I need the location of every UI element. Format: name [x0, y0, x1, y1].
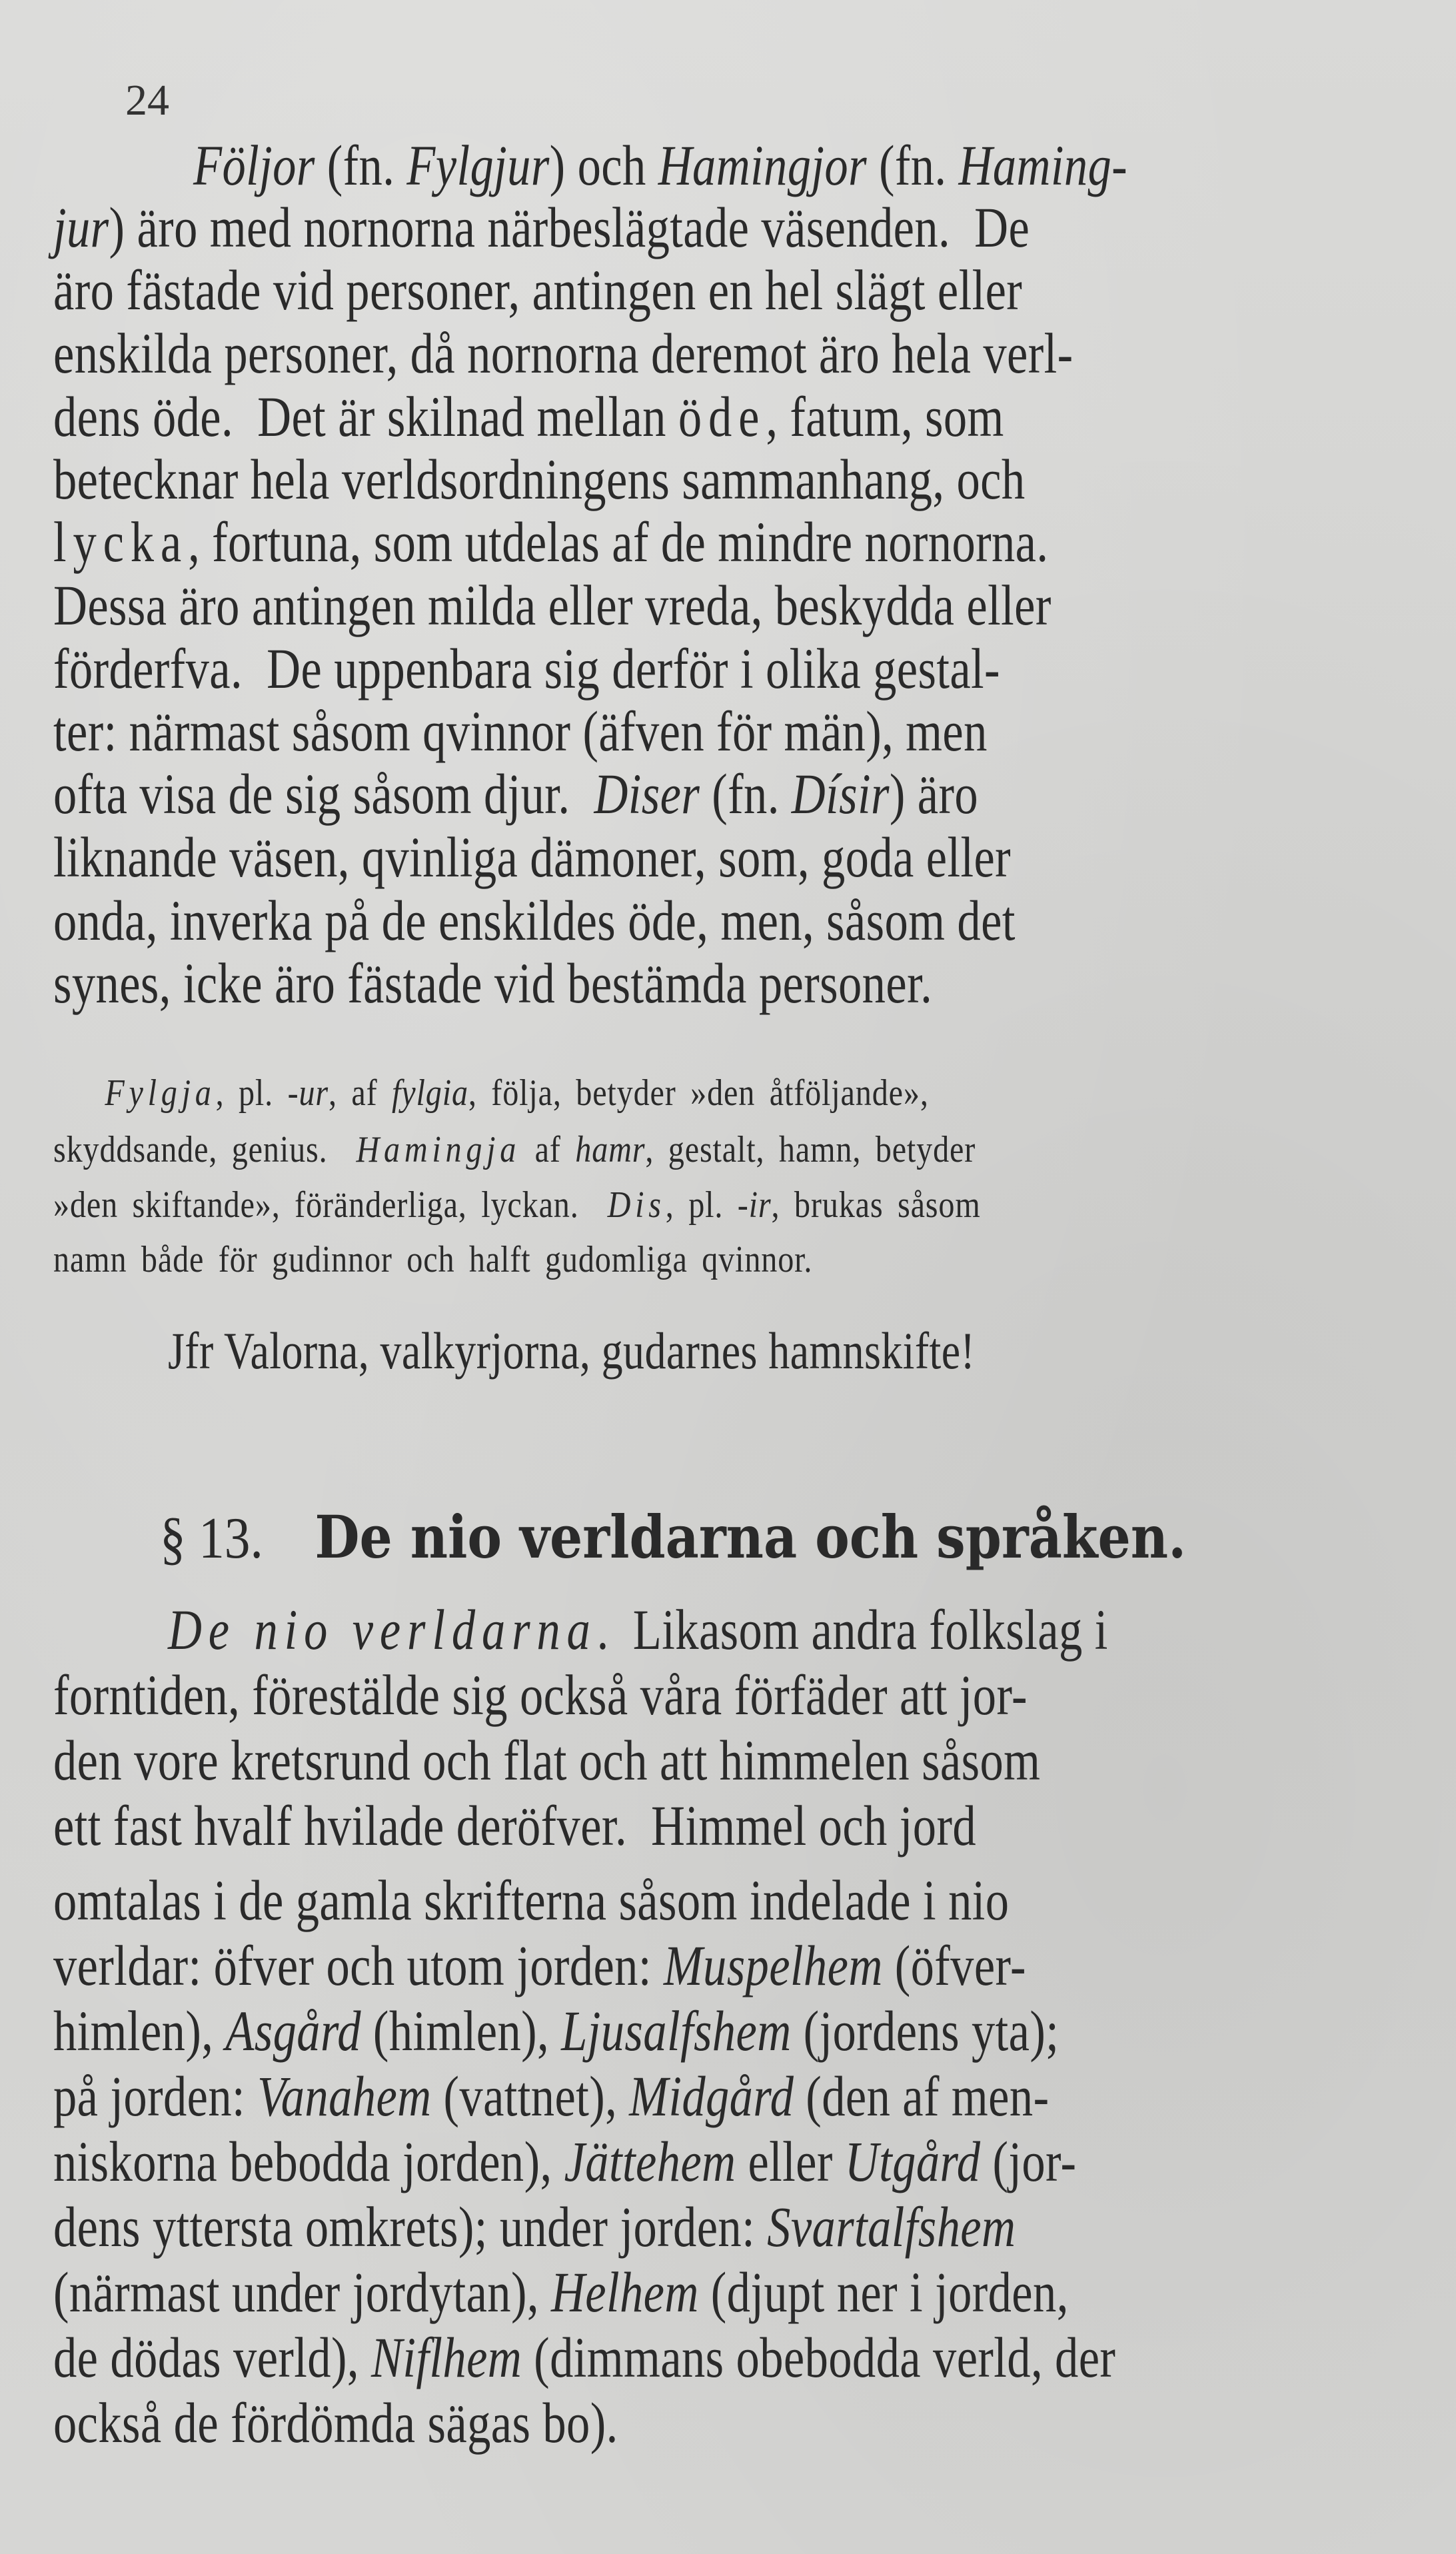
emphasized-term: -ir [737, 1184, 772, 1226]
section-heading [160, 1502, 1187, 1572]
text-line [53, 1868, 1157, 1932]
text-line [53, 1933, 1157, 1997]
emphasized-term: hamr [575, 1129, 646, 1170]
text-line [53, 762, 1157, 826]
emphasized-term: Diser [594, 762, 700, 826]
text-segment: (djupt ner i jorden, [698, 2260, 1069, 2324]
emphasized-term: Hamingjor [658, 133, 867, 197]
emphasized-term: Ljusalfshem [561, 1999, 792, 2063]
emphasized-term: Haming- [958, 133, 1128, 197]
page-number: 24 [125, 76, 169, 125]
emphasized-term: Svartalfshem [767, 2195, 1016, 2259]
text-segment: , följa, betyder »den åtföljande», [468, 1072, 929, 1114]
text-line [53, 637, 1157, 700]
text-line [53, 321, 1157, 385]
text-segment: dens yttersta omkrets); under jorden: [53, 2195, 768, 2259]
text-segment: ter: närmast såsom qvinnor (äfven för män), men [53, 699, 988, 763]
text-segment: forntiden, förestälde sig också våra förfäder att jor- [53, 1663, 1028, 1727]
text-segment: synes, icke äro fästade vid bestämda personer. [53, 951, 933, 1015]
emphasized-term: Niflhem [370, 2325, 522, 2389]
text-line [168, 1598, 1271, 1662]
section-number: § 13. [160, 1506, 263, 1571]
text-segment [53, 1072, 105, 1114]
emphasized-term: Dísir [791, 762, 890, 826]
text-line [53, 825, 1157, 889]
text-segment: (vattnet), [431, 2064, 630, 2128]
emphasized-term: Hamingja [356, 1129, 521, 1170]
text-line [53, 2260, 1157, 2324]
note-line [53, 1241, 1211, 1278]
emphasized-term: jur [53, 195, 109, 259]
text-line [53, 1999, 1157, 2063]
emphasized-term: Helhem [550, 2260, 699, 2324]
text-segment: den vore kretsrund och flat och att himmelen såsom [53, 1728, 1041, 1792]
emphasized-term: Utgård [844, 2129, 981, 2193]
text-line [53, 447, 1157, 511]
text-line [53, 573, 1157, 637]
text-segment: (närmast under jordytan), [53, 2260, 551, 2324]
text-line [53, 1663, 1157, 1727]
text-segment: ofta visa de sig såsom djur. [53, 762, 594, 826]
text-segment: eller [736, 2129, 845, 2193]
text-segment: (dimmans obebodda verld, der [522, 2325, 1116, 2389]
text-line [53, 195, 1157, 259]
text-segment: . Likasom andra folkslag i [596, 1598, 1108, 1662]
text-segment: niskorna bebodda jorden), [53, 2129, 564, 2193]
text-segment: verldar: öfver och utom jorden: [53, 1933, 664, 1997]
note-line [53, 1074, 1211, 1112]
text-segment: äro fästade vid personer, antingen en hel slägt eller [53, 258, 1023, 322]
emphasized-term: Fylgja [105, 1072, 216, 1114]
emphasized-term: Midgård [629, 2064, 794, 2128]
text-line [53, 699, 1157, 763]
text-line [193, 133, 1297, 197]
text-segment: betecknar hela verldsordningens sammanhang, och [53, 447, 1026, 511]
text-line [53, 1728, 1157, 1792]
emphasized-term: Vanahem [257, 2064, 432, 2128]
text-segment: också de fördömda sägas bo). [53, 2391, 618, 2455]
text-segment: på jorden: [53, 2064, 258, 2128]
text-segment: (fn. [866, 133, 959, 197]
text-segment: , brukas såsom [771, 1184, 981, 1226]
text-line [53, 2391, 1157, 2455]
text-line [53, 2195, 1157, 2259]
emphasized-term: Fylgjur [406, 133, 550, 197]
text-line [53, 2064, 1157, 2128]
text-line [53, 1794, 1157, 1858]
text-segment: , fatum, som [766, 385, 1004, 449]
text-segment: ) äro med nornorna närbeslägtade väsenden. De [109, 195, 1030, 259]
text-segment: onda, inverka på de enskildes öde, men, såsom det [53, 888, 1016, 952]
text-segment: , pl. [665, 1184, 738, 1226]
text-segment: (fn. [315, 133, 407, 197]
text-segment: , gestalt, hamn, betyder [645, 1129, 976, 1170]
text-segment: ) och [549, 133, 658, 197]
text-segment: (fn. [700, 762, 792, 826]
note-line [53, 1186, 1211, 1224]
text-segment: , af [329, 1072, 392, 1114]
text-line [53, 385, 1157, 449]
text-segment: liknande väsen, qvinliga dämoner, som, goda eller [53, 825, 1012, 889]
text-segment: förderfva. De uppenbara sig derför i olika gestal- [53, 637, 1000, 700]
text-segment: enskilda personer, då nornorna deremot äro hela verl- [53, 321, 1074, 385]
text-segment: lycka [53, 510, 189, 574]
text-line [53, 951, 1157, 1015]
text-line [53, 258, 1157, 322]
text-segment: öde [678, 385, 766, 449]
emphasized-term: fylgia [392, 1072, 468, 1114]
note-line [53, 1131, 1211, 1168]
text-segment: (jor- [980, 2129, 1077, 2193]
text-line [53, 510, 1157, 574]
text-segment: himlen), [53, 1999, 226, 2063]
emphasized-term: Muspelhem [663, 1933, 883, 1997]
text-segment: de dödas verld), [53, 2325, 371, 2389]
text-segment: , fortuna, som utdelas af de mindre nornorna. [188, 510, 1049, 574]
text-line [53, 2129, 1157, 2193]
text-segment: skyddsande, genius. [53, 1129, 357, 1170]
text-line [53, 2325, 1157, 2389]
cross-reference: Jfr Valorna, valkyrjorna, gudarnes hamnskifte! [168, 1322, 976, 1380]
emphasized-term: Följor [193, 133, 315, 197]
text-segment: (himlen), [361, 1999, 562, 2063]
emphasized-term: Asgård [225, 1999, 361, 2063]
text-segment: ) äro [889, 762, 979, 826]
text-line [53, 888, 1157, 952]
text-segment: ett fast hvalf hvilade deröfver. Himmel och jord [53, 1794, 977, 1858]
text-segment: (den af men- [794, 2064, 1050, 2128]
text-segment: (öfver- [882, 1933, 1026, 1997]
text-segment: , pl. [215, 1072, 288, 1114]
emphasized-term: De nio verldarna [168, 1598, 597, 1662]
emphasized-term: Dis [607, 1184, 666, 1226]
text-segment: af [520, 1129, 576, 1170]
text-segment: dens öde. Det är skilnad mellan [53, 385, 678, 449]
section-title: De nio verldarna och språken. [315, 1502, 1187, 1572]
text-segment: namn både för gudinnor och halft gudomliga qvinnor. [53, 1239, 813, 1280]
text-segment: »den skiftande», föränderliga, lyckan. [53, 1184, 608, 1226]
emphasized-term: -ur [287, 1072, 329, 1114]
text-segment: (jordens yta); [791, 1999, 1060, 2063]
text-segment: Dessa äro antingen milda eller vreda, beskydda eller [53, 573, 1052, 637]
emphasized-term: Jättehem [564, 2129, 736, 2193]
text-segment: omtalas i de gamla skrifterna såsom indelade i nio [53, 1868, 1010, 1932]
